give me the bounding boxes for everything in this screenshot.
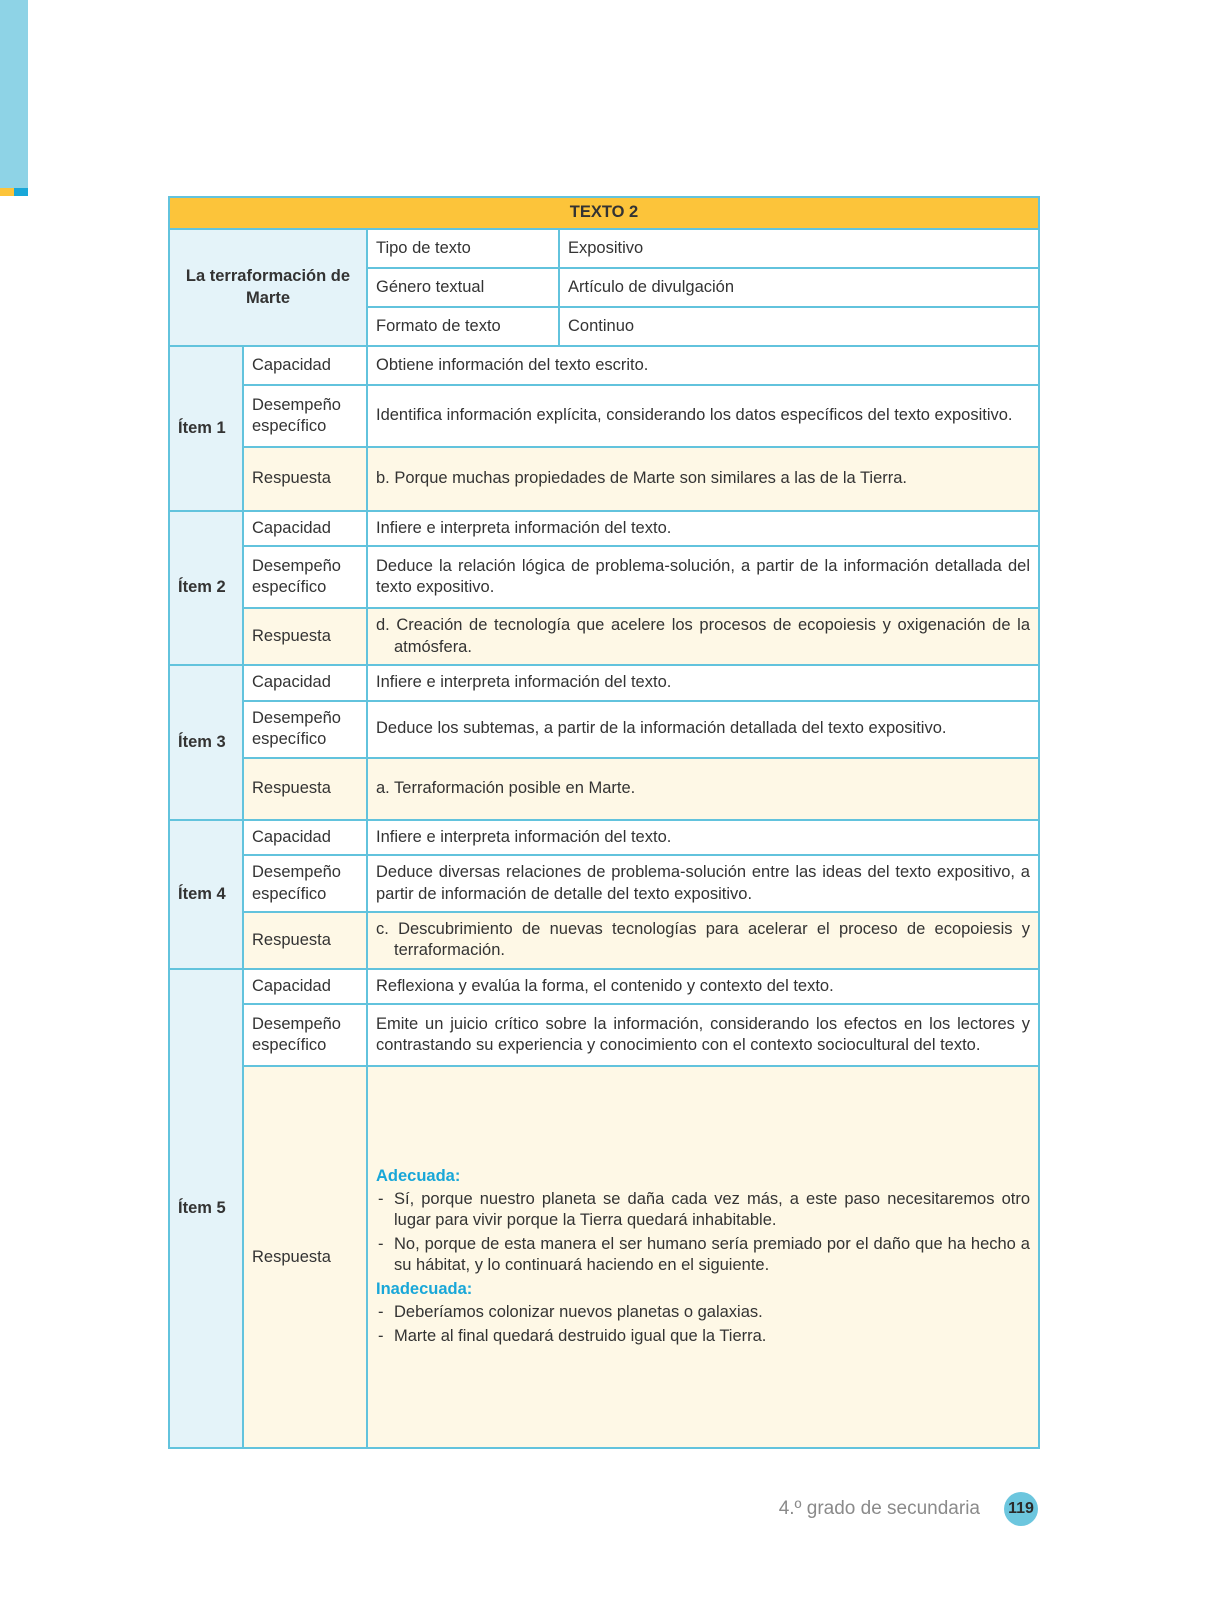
item-1-respuesta: b. Porque muchas propiedades de Marte son similares a las de la Tierra. <box>367 447 1039 511</box>
list-item: - Deberíamos colonizar nuevos planetas o galaxias. <box>378 1303 763 1322</box>
row-label-desempeno: Desempeño específico <box>243 385 367 447</box>
item-3-label: Ítem 3 <box>169 665 243 819</box>
meta-value: Continuo <box>559 307 1039 346</box>
item-4-label: Ítem 4 <box>169 820 243 969</box>
page-number: 119 <box>1004 1492 1038 1526</box>
item-4-desempeno-row <box>169 855 1039 912</box>
table-header: TEXTO 2 <box>169 197 1039 229</box>
item-5-capacidad-row <box>169 969 1039 1004</box>
row-label-capacidad: Capacidad <box>243 820 367 855</box>
item-3-desempeno-row <box>169 701 1039 758</box>
adecuada-list <box>376 1189 1030 1277</box>
page-footer <box>770 1492 1042 1528</box>
item-4-capacidad: Infiere e interpreta información del texto. <box>367 820 1039 855</box>
item-4-desempeno: Deduce diversas relaciones de problema-solución entre las ideas del texto expositivo, a partir de información de detalle del texto expositivo. <box>367 855 1039 912</box>
text-title: La terraformación de Marte <box>169 229 367 346</box>
adecuada-title: Adecuada: <box>376 1166 461 1185</box>
item-5-label: Ítem 5 <box>169 969 243 1448</box>
list-item: - No, porque de esta manera el ser humano sería premiado por el daño que ha hecho a su hábitat, y lo continuará haciendo en el siguiente. <box>378 1234 1030 1275</box>
item-3-respuesta-row <box>169 758 1039 820</box>
list-item: - Marte al final quedará destruido igual que la Tierra. <box>378 1326 767 1345</box>
inadecuada-title: Inadecuada: <box>376 1279 473 1298</box>
item-2-respuesta: d. Creación de tecnología que acelere los procesos de ecopoiesis y oxigenación de la atmósfera. <box>376 616 1030 656</box>
answer-key-table <box>168 196 1040 1449</box>
item-1-capacidad-row <box>169 346 1039 385</box>
meta-label: Formato de texto <box>367 307 559 346</box>
item-2-label: Ítem 2 <box>169 511 243 665</box>
meta-value: Expositivo <box>559 229 1039 268</box>
meta-label: Tipo de texto <box>367 229 559 268</box>
row-label-capacidad: Capacidad <box>243 665 367 700</box>
side-color-accent <box>0 188 28 196</box>
side-color-bar <box>0 0 28 188</box>
item-5-desempeno: Emite un juicio crítico sobre la información, considerando los efectos en los lectores y contrastando su experiencia y conocimiento con el contexto sociocultural del texto. <box>367 1004 1039 1066</box>
item-3-capacidad: Infiere e interpreta información del texto. <box>367 665 1039 700</box>
item-3-respuesta: a. Terraformación posible en Marte. <box>367 758 1039 820</box>
item-1-capacidad: Obtiene información del texto escrito. <box>367 346 1039 385</box>
item-1-label: Ítem 1 <box>169 346 243 511</box>
row-label-capacidad: Capacidad <box>243 511 367 546</box>
item-5-capacidad: Reflexiona y evalúa la forma, el contenido y contexto del texto. <box>367 969 1039 1004</box>
item-4-respuesta-row <box>169 912 1039 969</box>
table-header-row <box>169 197 1039 229</box>
item-4-capacidad-row <box>169 820 1039 855</box>
item-1-desempeno-row <box>169 385 1039 447</box>
item-1-respuesta-row <box>169 447 1039 511</box>
item-2-desempeno-row <box>169 546 1039 608</box>
item-2-capacidad-row <box>169 511 1039 546</box>
row-label-respuesta: Respuesta <box>243 758 367 820</box>
item-5-desempeno-row <box>169 1004 1039 1066</box>
row-label-desempeno: Desempeño específico <box>243 546 367 608</box>
item-4-respuesta: c. Descubrimiento de nuevas tecnologías para acelerar el proceso de ecopoiesis y terraformación. <box>376 919 1030 960</box>
row-label-respuesta: Respuesta <box>243 1066 367 1448</box>
row-label-respuesta: Respuesta <box>243 912 367 969</box>
item-3-desempeno: Deduce los subtemas, a partir de la información detallada del texto expositivo. <box>367 701 1039 758</box>
row-label-desempeno: Desempeño específico <box>243 701 367 758</box>
inadecuada-list <box>376 1302 1030 1347</box>
item-1-desempeno: Identifica información explícita, considerando los datos específicos del texto expositivo. <box>367 385 1039 447</box>
item-3-capacidad-row <box>169 665 1039 700</box>
item-5-respuesta <box>367 1066 1039 1448</box>
row-label-desempeno: Desempeño específico <box>243 855 367 912</box>
row-label-desempeno: Desempeño específico <box>243 1004 367 1066</box>
item-2-capacidad: Infiere e interpreta información del texto. <box>367 511 1039 546</box>
row-label-capacidad: Capacidad <box>243 969 367 1004</box>
row-label-respuesta: Respuesta <box>243 608 367 665</box>
item-5-respuesta-row <box>169 1066 1039 1448</box>
item-2-desempeno: Deduce la relación lógica de problema-solución, a partir de la información detallada del texto expositivo. <box>367 546 1039 608</box>
list-item: - Sí, porque nuestro planeta se daña cada vez más, a este paso necesitaremos otro lugar para vivir porque la Tierra quedará inhabitable. <box>378 1189 1030 1230</box>
meta-value: Artículo de divulgación <box>559 268 1039 307</box>
item-2-respuesta-row <box>169 608 1039 665</box>
row-label-capacidad: Capacidad <box>243 346 367 385</box>
row-label-respuesta: Respuesta <box>243 447 367 511</box>
meta-row <box>169 229 1039 268</box>
meta-label: Género textual <box>367 268 559 307</box>
grade-label: 4.º grado de secundaria <box>778 1498 980 1519</box>
